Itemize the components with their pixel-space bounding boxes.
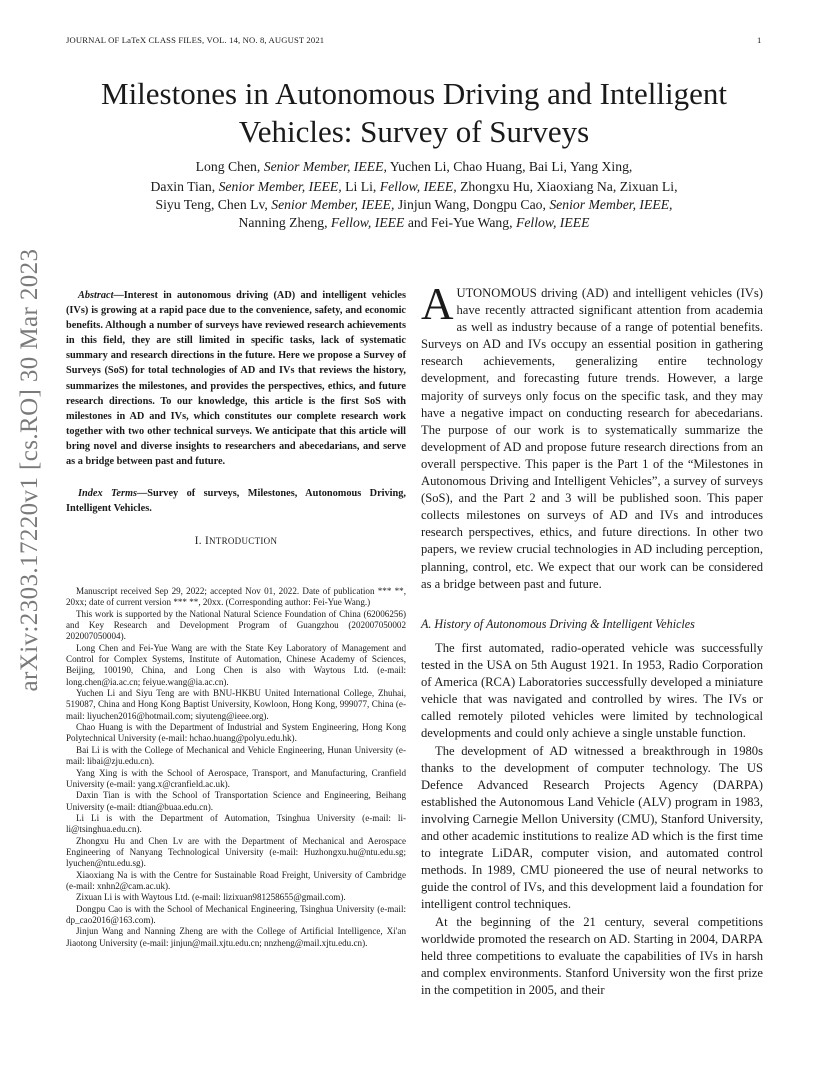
author-affiliation: Senior Member, IEEE, xyxy=(549,197,673,212)
author-line-3 xyxy=(40,197,788,213)
abstract-dash: — xyxy=(113,290,124,301)
author-names: Nanning Zheng, xyxy=(238,215,331,230)
title-line-2: Vehicles: Survey of Surveys xyxy=(238,114,590,149)
history-paragraph-2: The development of AD witnessed a breakthrough in 1980s thanks to the development of computer technology. The US Defence Advanced Research Projects Agency (DARPA) established the Autonomous Land Vehicle (ALV) program in 1983, involving Carnegie Mellon University (CMU), Stanford University, and other academic institutions to realize AD which is the first time to integrate LiDAR, computer vision, and automated control methods. In 1989, CMU pioneered the use of neural networks to guide the control of IVs, and this development laid a foundation for intelligent control techniques. xyxy=(421,743,763,912)
section-number: I. xyxy=(194,535,205,547)
intro-text: driving (AD) and intelligent vehicles (IVs) have recently attracted significant attention from academia as well as industry because of a range of potential benefits. Surveys on AD and IVs occupy an essential position in gathering research achievements, generalizing entire technology development, and forecasting future trends. However, a large majority of surveys only focus on the specific task, and they may have a negative impact on conducting research for abecedarians. The purpose of our work is to systematically summarize the development of AD and propose future research directions from an overall perspective. This paper is the Part 1 of the “Milestones in Autonomous Driving and Intelligent Vehicles”, a survey of surveys (SoS), and the Part 2 and 3 will be published soon. This paper collects milestones on surveys of AD and IVs and introduces research perspectives, ethics, and future directions. In other two papers, we review crucial technologies in AD including perception, planning, control, etc. We expect that our work can be considered as a bridge between past and future. xyxy=(421,286,763,591)
footnote-item: Chao Huang is with the Department of Industrial and System Engineering, Hong Kong Polytechnical University (e-mail: hchao.huang@polyu.edu.hk). xyxy=(66,722,406,744)
drop-cap: A xyxy=(421,279,454,329)
section-rest: NTRODUCTION xyxy=(208,536,278,546)
index-terms-label: Index Terms xyxy=(78,488,137,499)
author-line-1 xyxy=(40,159,788,175)
author-line-4 xyxy=(40,215,788,231)
footnote-item: Zhongxu Hu and Chen Lv are with the Department of Mechanical and Aerospace Engineering of Nanyang Technological University (e-mail: Huzhongxu.hu@ntu.edu.sg; lyuchen@ntu.edu.sg). xyxy=(66,835,406,869)
history-paragraph-1: The first automated, radio-operated vehicle was successfully tested in the USA on 5th August 1921. In 1953, Radio Corporation of America (RCA) Laboratories successfully developed a miniature vehicle that was navigated and controlled by wires. The IVs or called remotely piloted vehicles were limited by technological developments and could only achieve a single unstable function. xyxy=(421,641,763,741)
footnote-item: This work is supported by the National Natural Science Foundation of China (62006256) and Key Research and Development Program of Guangzhou (202007050002 202007050004). xyxy=(66,608,406,642)
author-names: and Fei-Yue Wang, xyxy=(404,215,516,230)
footnote-item: Jinjun Wang and Nanning Zheng are with the College of Artificial Intelligence, Xi'an Jiaotong University (e-mail: jinjun@mail.xjtu.edu.cn; nnzheng@mail.xjtu.edu.cn). xyxy=(66,926,406,948)
footnote-item: Yuchen Li and Siyu Teng are with BNU-HKBU United International College, Zhuhai, 519087, China and Hong Kong Baptist University, Kowloon, Hong Kong, 999077, China (e-mail: liyuchen2016@hotmail.com; siyuteng@ieee.org). xyxy=(66,688,406,721)
footnote-item: Li Li is with the Department of Automation, Tsinghua University (e-mail: li-li@tsinghua.edu.cn). xyxy=(66,812,406,835)
footnote-item: Long Chen and Fei-Yue Wang are with the State Key Laboratory of Management and Control for Complex Systems, Institute of Automation, Chinese Academy of Sciences, Beijing, 100190, China, and Long Chen is also with Waytous Ltd. (e-mail: long.chen@ia.ac.cn; feiyue.wang@ia.ac.cn). xyxy=(66,642,406,687)
author-names: Yuchen Li, Chao Huang, Bai Li, Yang Xing, xyxy=(386,159,633,174)
footnote-item: Manuscript received Sep 29, 2022; accepted Nov 01, 2022. Date of publication *** **, 20xx; date of current version *** **, 20xx. (Corresponding author: Fei-Yue Wang.) xyxy=(66,586,406,608)
paper-title xyxy=(40,75,788,151)
index-terms-text: Survey of surveys, Milestones, Autonomous Driving, Intelligent Vehicles. xyxy=(66,488,406,515)
footnote-item: Xiaoxiang Na is with the Centre for Sustainable Road Freight, University of Cambridge (e-mail: xnhn2@cam.ac.uk). xyxy=(66,869,406,891)
author-names: Siyu Teng, Chen Lv, xyxy=(155,197,272,212)
author-affiliation: Senior Member, IEEE, xyxy=(263,159,387,174)
author-affiliation: Fellow, IEEE xyxy=(515,215,590,230)
section-heading-introduction xyxy=(66,535,406,547)
footnote-item: Dongpu Cao is with the School of Mechanical Engineering, Tsinghua University (e-mail: dp_cao2016@163.com). xyxy=(66,903,406,925)
footnote-item: Zixuan Li is with Waytous Ltd. (e-mail: lizixuan981258655@gmail.com). xyxy=(76,892,346,903)
author-names: Daxin Tian, xyxy=(150,179,219,194)
abstract-text: Interest in autonomous driving (AD) and intelligent vehicles (IVs) is growing at a rapid pace due to the convenience, safety, and economic benefits. Although a number of surveys have reviewed research achievements in this field, they are still limited in specific tasks, lack of systematic summary and research directions in the future. Here we propose a Survey of Surveys (SoS) for total technologies of AD and IVs that reviews the history, summarizes the milestones, and provides the perspectives, ethics, and future research directions. To our knowledge, this article is the first SoS with milestones in AD and IVs, which constitutes our complete research work together with two other technical surveys. We anticipate that this article will bring novel and diverse insights to researchers and abecedarians, and serve as a bridge between past and future. xyxy=(66,290,406,468)
title-line-1: Milestones in Autonomous Driving and Intelligent xyxy=(101,76,727,111)
author-names: Jinjun Wang, Dongpu Cao, xyxy=(394,197,550,212)
author-names: Zhongxu Hu, Xiaoxiang Na, Zixuan Li, xyxy=(456,179,678,194)
author-affiliation: Fellow, IEEE xyxy=(330,215,405,230)
subsection-heading-history: A. History of Autonomous Driving & Intelligent Vehicles xyxy=(421,617,695,631)
index-terms xyxy=(66,486,406,516)
section-first-letter: I xyxy=(204,535,209,547)
history-paragraph-3: At the beginning of the 21 century, several competitions worldwide promoted the research on AD. Starting in 2004, DARPA held three competitions to evaluate the capabilities of IVs in harsh and complex environments. Stanford University won the first prize in the competition in 2005, and their xyxy=(421,914,763,997)
history-paragraphs xyxy=(421,640,763,999)
abstract-label: Abstract xyxy=(78,290,114,301)
intro-caps: UTONOMOUS xyxy=(456,286,537,300)
footnote-item: Daxin Tian is with the School of Transportation Science and Engineering, Beihang University (e-mail: dtian@buaa.edu.cn). xyxy=(66,790,406,812)
page-number: 1 xyxy=(757,35,762,45)
author-line-2 xyxy=(40,179,788,195)
author-affiliation: Senior Member, IEEE, xyxy=(271,197,395,212)
footnotes xyxy=(66,586,406,949)
arxiv-stamp: arXiv:2303.17220v1 [cs.RO] 30 Mar 2023 xyxy=(16,248,43,692)
footnote-item: Yang Xing is with the School of Aerospace, Transport, and Manufacturing, Cranfield University (e-mail: yang.x@cranfield.ac.uk). xyxy=(66,767,406,789)
author-affiliation: Senior Member, IEEE, xyxy=(218,179,342,194)
author-affiliation: Fellow, IEEE, xyxy=(379,179,457,194)
arxiv-stamp-container xyxy=(16,248,43,692)
author-names: Long Chen, xyxy=(195,159,264,174)
footnote-item: Bai Li is with the College of Mechanical and Vehicle Engineering, Hunan University (e-mail: libai@zju.edu.cn). xyxy=(66,744,406,767)
index-terms-dash: — xyxy=(136,488,148,499)
author-names: Li Li, xyxy=(341,179,380,194)
intro-paragraph xyxy=(421,279,763,593)
running-head: JOURNAL OF LaTeX CLASS FILES, VOL. 14, NO. 8, AUGUST 2021 xyxy=(66,35,325,45)
abstract xyxy=(66,288,406,469)
